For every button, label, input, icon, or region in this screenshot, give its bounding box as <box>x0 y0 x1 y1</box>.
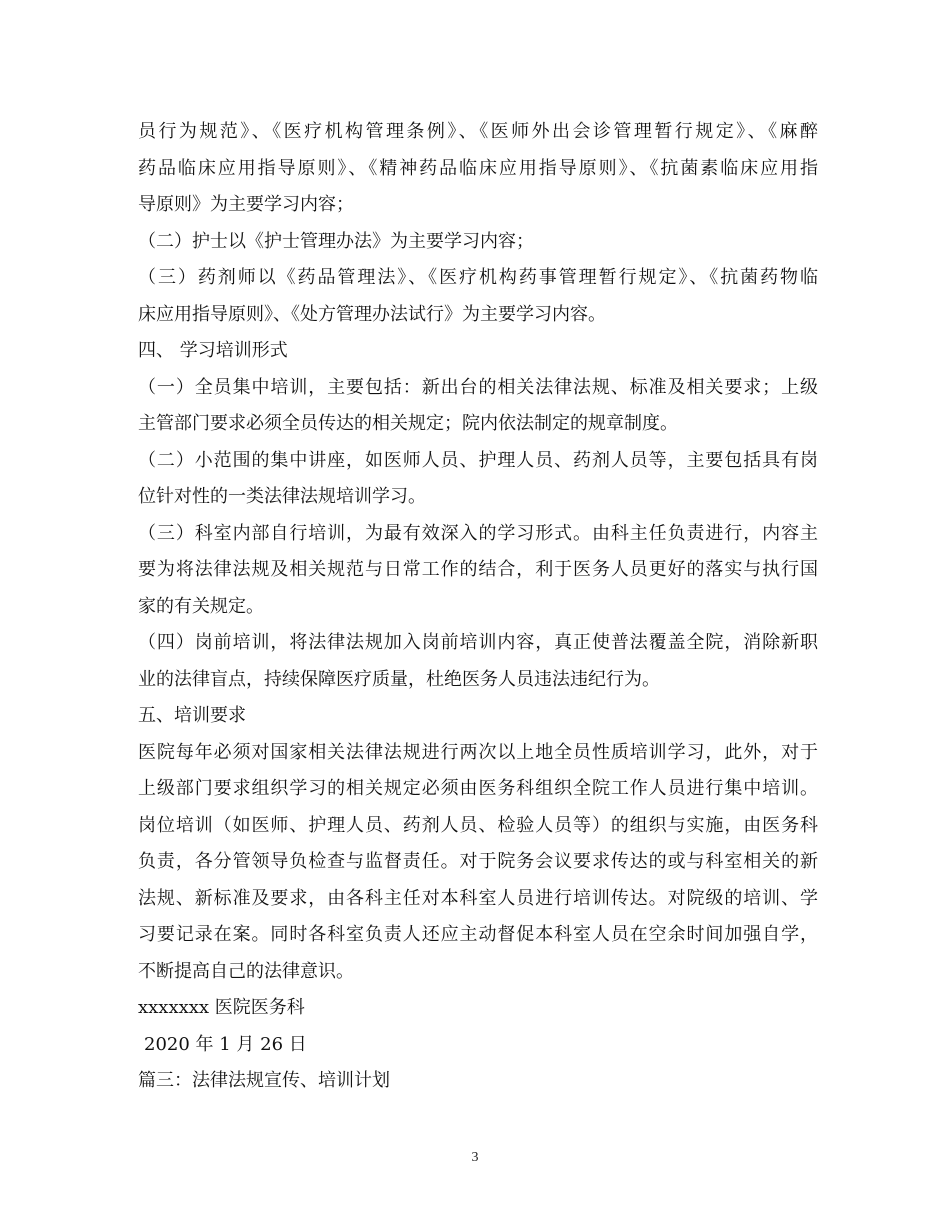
text-line: 业的法律盲点，持续保障医疗质量，杜绝医务人员违法违纪行为。 <box>138 668 660 690</box>
text-line: 医院每年必须对国家相关法律法规进行两次以上地全员性质培训学习，此外，对于 <box>138 741 818 763</box>
text-line: 法规、新标准及要求，由各科主任对本科室人员进行培训传达。对院级的培训、学 <box>138 887 818 909</box>
text-line: 负责，各分管领导负检查与监督责任。对于院务会议要求传达的或与科室相关的新 <box>138 851 818 872</box>
text-line: （三）药剂师以《药品管理法》、《医疗机构药事管理暂行规定》、《抗菌药物临 <box>138 267 818 288</box>
text-line: （二）小范围的集中讲座，如医师人员、护理人员、药剂人员等，主要包括具有岗 <box>138 449 818 471</box>
page-number: 3 <box>471 1150 479 1165</box>
text-line: 导原则》为主要学习内容； <box>138 194 354 215</box>
text-line: 员行为规范》、《医疗机构管理条例》、《医师外出会诊管理暂行规定》、《麻醉 <box>138 121 818 142</box>
text-line: （四）岗前培训，将法律法规加入岗前培训内容，真正使普法覆盖全院，消除新职 <box>138 632 818 653</box>
section-heading: 五、培训要求 <box>138 705 246 726</box>
document-body <box>138 114 818 1100</box>
signature-date: 2020 年 1 月 26 日 <box>144 1033 307 1055</box>
text-line: 家的有关规定。 <box>138 595 264 617</box>
text-line: （二）护士以《护士管理办法》为主要学习内容； <box>138 230 534 252</box>
text-line: 要为将法律法规及相关规范与日常工作的结合，利于医务人员更好的落实与执行国 <box>138 559 818 580</box>
section-heading: 四、 学习培训形式 <box>138 340 288 361</box>
text-line: 位针对性的一类法律法规培训学习。 <box>138 486 426 507</box>
text-line: 岗位培训（如医师、护理人员、药剂人员、检验人员等）的组织与实施，由医务科 <box>138 814 818 836</box>
text-line: 床应用指导原则》、《处方管理办法试行》为主要学习内容。 <box>138 303 606 325</box>
text-line: （一）全员集中培训，主要包括：新出台的相关法律法规、标准及相关要求；上级 <box>138 376 818 398</box>
signature-department: xxxxxxx 医院医务科 <box>138 997 305 1018</box>
text-line: 上级部门要求组织学习的相关规定必须由医务科组织全院工作人员进行集中培训。 <box>138 778 818 799</box>
text-line: 主管部门要求必须全员传达的相关规定；院内依法制定的规章制度。 <box>138 413 678 434</box>
text-line: 药品临床应用指导原则》、《精神药品临床应用指导原则》、《抗菌素临床应用指 <box>138 157 818 179</box>
text-line: （三）科室内部自行培训，为最有效深入的学习形式。由科主任负责进行，内容主 <box>138 522 818 544</box>
section-heading: 篇三：法律法规宣传、培训计划 <box>138 1070 390 1091</box>
text-line: 习要记录在案。同时各科室负责人还应主动督促本科室人员在空余时间加强自学， <box>138 924 818 945</box>
text-line: 不断提高自己的法律意识。 <box>138 960 354 982</box>
